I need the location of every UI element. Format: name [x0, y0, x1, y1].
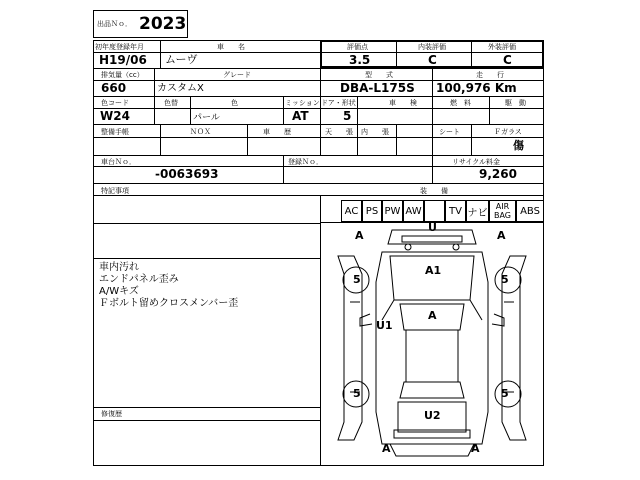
exterior-value: C	[503, 53, 512, 67]
first-reg-label: 初年度登録年月	[95, 43, 144, 51]
grade-label: グレード	[223, 71, 251, 79]
glass-value: 傷	[513, 139, 524, 152]
history-label: 車 歴	[263, 128, 291, 136]
door-value: 5	[343, 109, 352, 123]
code-front-left: A	[355, 229, 364, 242]
chassis-label: 車台Ｎｏ．	[101, 158, 136, 166]
car-damage-diagram	[320, 222, 544, 466]
equip-abs: ABS	[516, 200, 544, 222]
code-rear-right: A	[471, 442, 480, 455]
interior-trim-label: 内 張	[361, 128, 389, 136]
notes-list	[99, 262, 317, 310]
mission-value: AT	[292, 109, 309, 123]
recycle-label: リサイクル料金	[452, 158, 501, 166]
score-label: 評価点	[347, 43, 368, 51]
score-value: 3.5	[349, 53, 371, 67]
lot-label: 出品Ｎｏ．	[97, 20, 132, 28]
grade-value: カスタムX	[157, 83, 204, 94]
lot-box	[93, 10, 188, 38]
manual-label: 整備手帳	[101, 128, 129, 136]
code-rear-left: A	[382, 442, 391, 455]
first-reg-value: H19/06	[99, 53, 147, 67]
note-line: 車内汚れ	[99, 262, 139, 273]
notes-label: 特記事項	[101, 187, 129, 195]
code-tailgate: U2	[424, 409, 441, 422]
code-right-front-tire: 5	[501, 273, 509, 286]
drive-label: 駆 動	[505, 99, 526, 107]
code-left-front-tire: 5	[353, 273, 361, 286]
code-left-rear-tire: 5	[353, 387, 361, 400]
code-right-rear-tire: 5	[501, 387, 509, 400]
roof-label: 天 張	[325, 128, 353, 136]
chassis-value: -0063693	[155, 167, 219, 181]
code-hood: A1	[425, 264, 442, 277]
inspection-label: 車 検	[389, 99, 417, 107]
equipment-label: 装 備	[420, 187, 448, 195]
color-type-label: 色替	[164, 99, 178, 107]
equip-blank	[424, 200, 445, 222]
lot-number: 2023	[139, 14, 187, 34]
repair-label: 修復歴	[101, 410, 122, 418]
equip-navi: ナビ	[466, 200, 489, 222]
color-value: パール	[193, 113, 220, 123]
equip-airbag: AIR BAG	[489, 200, 516, 222]
color-label: 色	[231, 99, 238, 107]
model-value: DBA-L175S	[340, 81, 415, 95]
code-left-side: U1	[376, 319, 393, 332]
mileage-label: 走 行	[476, 71, 504, 79]
equip-tv: TV	[445, 200, 466, 222]
nox-label: ＮＯＸ	[190, 128, 211, 136]
code-front-right: A	[497, 229, 506, 242]
car-name-value: ムーヴ	[165, 53, 198, 66]
recycle-value: 9,260	[479, 167, 517, 181]
equip-aw: AW	[403, 200, 424, 222]
note-line: エンドパネル歪み	[99, 274, 179, 285]
reg-no-label: 登録Ｎｏ．	[288, 158, 323, 166]
fuel-label: 燃 料	[450, 99, 471, 107]
equip-pw: PW	[382, 200, 403, 222]
displacement-label: 排気量（cc）	[101, 71, 144, 79]
door-label: ドア・形状	[321, 99, 356, 107]
seat-label: シート	[439, 128, 460, 136]
note-line: Ｆボルト留めクロスメンバー歪	[99, 298, 239, 309]
displacement-value: 660	[101, 81, 127, 95]
color-code-value: W24	[100, 109, 130, 123]
exterior-label: 外装評価	[488, 43, 516, 51]
model-label: 型 式	[365, 71, 393, 79]
interior-value: C	[428, 53, 437, 67]
equip-ac: AC	[341, 200, 362, 222]
car-name-label: 車 名	[217, 43, 245, 51]
code-roof: A	[428, 309, 437, 322]
interior-label: 内装評価	[418, 43, 446, 51]
note-line: A/Wキズ	[99, 286, 139, 297]
color-code-label: 色コード	[101, 99, 129, 107]
mission-label: ミッション	[285, 99, 320, 107]
mileage-value: 100,976 Km	[436, 81, 517, 95]
equip-ps: PS	[362, 200, 382, 222]
code-front-bumper: U	[428, 221, 437, 234]
glass-label: Ｆガラス	[494, 128, 522, 136]
